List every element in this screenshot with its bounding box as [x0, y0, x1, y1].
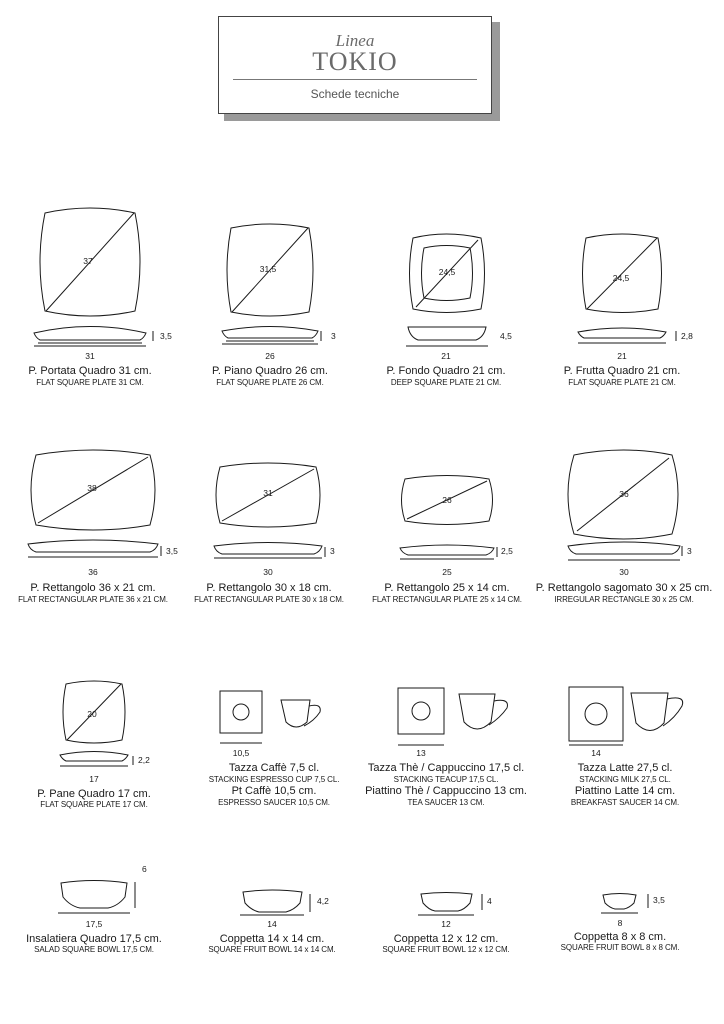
height-bowl-17-5: 6 — [142, 864, 147, 874]
diag-rect-30: 31 — [263, 488, 273, 498]
caption-it-26: P. Piano Quadro 26 cm. — [212, 365, 328, 377]
width-sagomato: 30 — [619, 567, 629, 577]
height-deep-21: 4,5 — [500, 331, 512, 341]
caption-it-rect-25: P. Rettangolo 25 x 14 cm. — [384, 582, 510, 594]
header-subtitle: Schede tecniche — [310, 87, 400, 101]
height-frutta-21: 2,8 — [681, 331, 693, 341]
plate-sagomato-30x25-drawing — [568, 450, 682, 560]
height-bowl-8: 3,5 — [653, 895, 665, 905]
caption-en-bowl-12: SQUARE FRUIT BOWL 12 x 12 CM. — [382, 945, 510, 954]
width-31: 31 — [85, 351, 95, 361]
diag-sagomato: 36 — [619, 489, 629, 499]
plate-frutta-21-drawing — [578, 234, 676, 343]
caption-en-bowl-14: SQUARE FRUIT BOWL 14 x 14 CM. — [208, 945, 336, 954]
caption-en-31: FLAT SQUARE PLATE 31 CM. — [36, 378, 144, 387]
caption-it-bowl-17-5: Insalatiera Quadro 17,5 cm. — [26, 933, 162, 945]
bowl-14-drawing — [240, 890, 310, 915]
plate-pane-17-drawing — [60, 681, 133, 766]
width-26: 26 — [265, 351, 275, 361]
width-rect-30: 30 — [263, 567, 273, 577]
bowl-17-5-drawing — [58, 881, 135, 914]
caption-it-pane: P. Pane Quadro 17 cm. — [37, 788, 151, 800]
height-26: 3 — [331, 331, 336, 341]
caption-en-26: FLAT SQUARE PLATE 26 CM. — [216, 378, 324, 387]
height-bowl-14: 4,2 — [317, 896, 329, 906]
caption-en-rect-25: FLAT RECTANGULAR PLATE 25 x 14 CM. — [372, 595, 522, 604]
diag-rect-36: 38 — [87, 483, 97, 493]
caption-en-sagomato: IRREGULAR RECTANGLE 30 x 25 CM. — [554, 595, 694, 604]
caption-en-bowl-17-5: SALAD SQUARE BOWL 17,5 CM. — [34, 945, 154, 954]
height-sagomato: 3 — [687, 546, 692, 556]
caption-en-tea-saucer: TEA SAUCER 13 CM. — [407, 798, 485, 807]
diag-rect-25: 26 — [442, 495, 452, 505]
diag-pane: 20 — [87, 709, 97, 719]
diag-26: 31,5 — [259, 264, 277, 274]
caption-it-tea-saucer: Piattino Thè / Cappuccino 13 cm. — [365, 785, 527, 797]
width-bowl-14: 14 — [267, 919, 277, 929]
bowl-8-drawing — [601, 894, 648, 914]
diag-frutta-21: 24,5 — [612, 273, 630, 283]
caption-en-bowl-8: SQUARE FRUIT BOWL 8 x 8 CM. — [560, 943, 680, 952]
header-title: TOKIO — [312, 47, 398, 76]
caption-en-espresso-cup: STACKING ESPRESSO CUP 7,5 CL. — [208, 775, 340, 784]
caption-it-espresso-saucer: Pt Caffè 10,5 cm. — [231, 785, 317, 797]
caption-en-espresso-saucer: ESPRESSO SAUCER 10,5 CM. — [218, 798, 330, 807]
plate-31-drawing — [34, 208, 153, 346]
caption-it-bowl-14: Coppetta 14 x 14 cm. — [219, 933, 325, 945]
plate-rect-25x14-drawing — [400, 476, 497, 560]
caption-it-deep-21: P. Fondo Quadro 21 cm. — [386, 365, 506, 377]
width-bowl-8: 8 — [617, 918, 623, 928]
tea-set-drawing — [398, 688, 507, 745]
caption-it-rect-36: P. Rettangolo 36 x 21 cm. — [30, 582, 156, 594]
caption-it-frutta-21: P. Frutta Quadro 21 cm. — [563, 365, 681, 377]
caption-en-deep-21: DEEP SQUARE PLATE 21 CM. — [390, 378, 502, 387]
caption-en-tea-cup: STACKING TEACUP 17,5 CL. — [393, 775, 499, 784]
width-milk-saucer: 14 — [591, 748, 601, 758]
caption-it-bowl-8: Coppetta 8 x 8 cm. — [573, 931, 667, 943]
caption-it-bowl-12: Coppetta 12 x 12 cm. — [393, 933, 499, 945]
width-frutta-21: 21 — [617, 351, 627, 361]
bowl-12-drawing — [418, 893, 482, 916]
height-pane: 2,2 — [138, 755, 150, 765]
height-rect-25: 2,5 — [501, 546, 513, 556]
caption-en-milk-cup: STACKING MILK 27,5 CL. — [579, 775, 671, 784]
milk-set-drawing — [569, 687, 683, 745]
width-pane: 17 — [89, 774, 99, 784]
width-bowl-12: 12 — [441, 919, 451, 929]
caption-en-pane: FLAT SQUARE PLATE 17 CM. — [40, 800, 148, 809]
caption-it-sagomato: P. Rettangolo sagomato 30 x 25 cm. — [535, 582, 713, 594]
height-31: 3,5 — [160, 331, 172, 341]
caption-en-frutta-21: FLAT SQUARE PLATE 21 CM. — [568, 378, 676, 387]
width-tea-saucer: 13 — [416, 748, 426, 758]
espresso-set-drawing — [220, 691, 320, 743]
plate-26-drawing — [222, 224, 321, 344]
height-bowl-12: 4 — [487, 896, 492, 906]
caption-it-31: P. Portata Quadro 31 cm. — [28, 365, 152, 377]
caption-it-espresso-cup: Tazza Caffè 7,5 cl. — [228, 762, 320, 774]
width-bowl-17-5: 17,5 — [85, 919, 103, 929]
plate-rect-36x21-drawing — [28, 450, 161, 557]
caption-it-milk-saucer: Piattino Latte 14 cm. — [574, 785, 676, 797]
caption-en-rect-30: FLAT RECTANGULAR PLATE 30 x 18 CM. — [194, 595, 344, 604]
caption-it-tea-cup: Tazza Thè / Cappuccino 17,5 cl. — [367, 762, 525, 774]
caption-it-milk-cup: Tazza Latte 27,5 cl. — [577, 762, 673, 774]
caption-it-rect-30: P. Rettangolo 30 x 18 cm. — [206, 582, 332, 594]
caption-en-rect-36: FLAT RECTANGULAR PLATE 36 x 21 CM. — [18, 595, 168, 604]
height-rect-30: 3 — [330, 546, 335, 556]
width-deep-21: 21 — [441, 351, 451, 361]
height-rect-36: 3,5 — [166, 546, 178, 556]
caption-en-milk-saucer: BREAKFAST SAUCER 14 CM. — [570, 798, 680, 807]
diag-deep-21: 24,5 — [438, 267, 456, 277]
diag-31: 37 — [83, 256, 93, 266]
header-linea: Linea — [335, 31, 375, 50]
width-rect-25: 25 — [442, 567, 452, 577]
plate-deep-21-drawing — [406, 234, 488, 346]
width-espresso-saucer: 10,5 — [232, 748, 250, 758]
plate-rect-30x18-drawing — [214, 463, 325, 558]
width-rect-36: 36 — [88, 567, 98, 577]
